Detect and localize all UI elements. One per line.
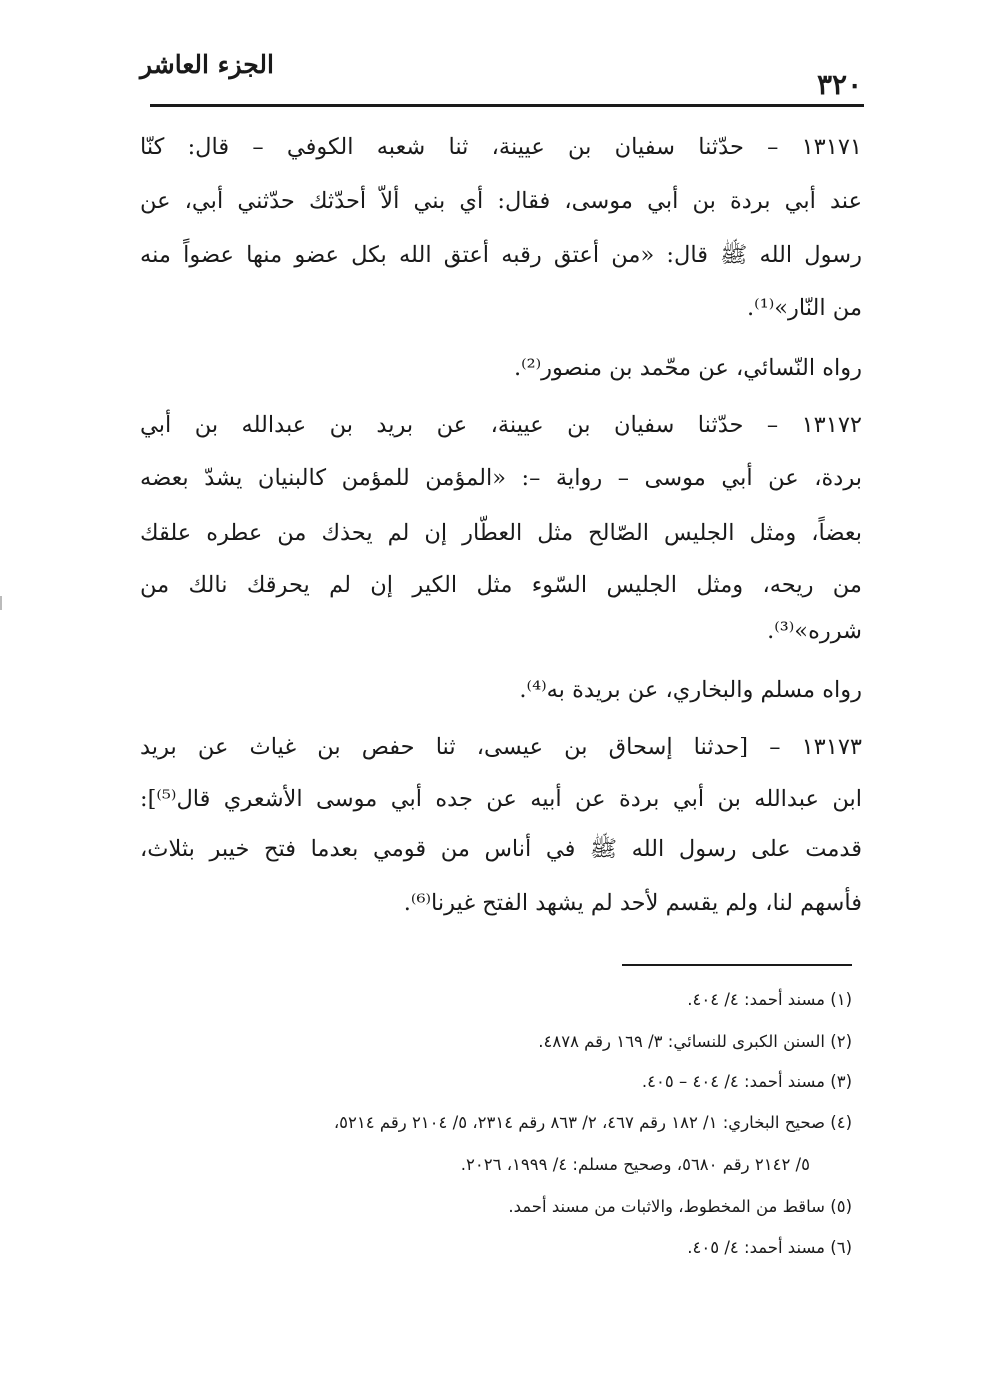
header-rule [150, 104, 864, 107]
hadith-13171-line-2: عند أبي بردة بن أبي موسى، فقال: أي بني ألاّ أحدّثك حدّثني أبي، عن [140, 188, 862, 214]
hadith-13172-line-2: بردة، عن أبي موسى – رواية –: «المؤمن للمؤمن كالبنيان يشدّ بعضه [140, 465, 862, 491]
footnote-4-continuation: ٥/ ٢١٤٢ رقم ٥٦٨٠، وصحيح مسلم: ٤/ ١٩٩٩، ٢٠٢٦. [460, 1155, 810, 1174]
hadith-13172-line-5: شرره»⁽³⁾. [767, 618, 862, 644]
narration-note-1: رواه النّسائي، عن محّمد بن منصور⁽²⁾. [513, 355, 862, 381]
running-header-title: الجزء العاشر [140, 50, 274, 79]
hadith-13171-line-4: من النّار»⁽¹⁾. [747, 295, 862, 321]
footnote-6: (٦) مسند أحمد: ٤/ ٤٠٥. [687, 1238, 852, 1257]
hadith-13173-line-4: فأسهم لنا، ولم يقسم لأحد لم يشهد الفتح غيرنا⁽⁶⁾. [403, 890, 862, 916]
footnote-2: (٢) السنن الكبرى للنسائي: ٣/ ١٦٩ رقم ٤٨٧٨. [538, 1032, 852, 1051]
hadith-13173-line-1: ١٣١٧٣ – [حدثنا إسحاق بن عيسى، ثنا حفص بن غياث عن بريد [140, 734, 862, 760]
footnote-rule [622, 964, 852, 966]
hadith-13173-line-2: ابن عبدالله بن أبي بردة عن أبيه عن جده أبي موسى الأشعري قال⁽⁵⁾]: [140, 786, 862, 812]
narration-note-2: رواه مسلم والبخاري، عن بريدة به⁽⁴⁾. [519, 677, 862, 703]
hadith-13172-line-1: ١٣١٧٢ – حدّثنا سفيان بن عيينة، عن بريد بن عبدالله بن أبي [140, 412, 862, 438]
scan-margin-mark [0, 596, 2, 610]
hadith-13171-line-1: ١٣١٧١ – حدّثنا سفيان بن عيينة، ثنا شعبه الكوفي – قال: كنّا [140, 134, 862, 160]
footnote-3: (٣) مسند أحمد: ٤/ ٤٠٤ – ٤٠٥. [641, 1072, 852, 1091]
footnote-5: (٥) ساقط من المخطوط، والاثبات من مسند أحمد. [508, 1197, 852, 1216]
hadith-13172-line-3: بعضاً، ومثل الجليس الصّالح مثل العطّار إن لم يحذك من عطره علقك [140, 520, 862, 546]
hadith-13172-line-4: من ريحه، ومثل الجليس السّوء مثل الكير إن لم يحرقك نالك من [140, 572, 862, 598]
footnote-1: (١) مسند أحمد: ٤/ ٤٠٤. [687, 990, 852, 1009]
page-number: ٣٢٠ [817, 68, 863, 101]
hadith-13173-line-3: قدمت على رسول الله ﷺ في أناس من قومي بعدما فتح خيبر بثلاث، [140, 836, 862, 862]
footnote-4: (٤) صحيح البخاري: ١/ ١٨٢ رقم ٤٦٧، ٢/ ٨٦٣ رقم ٢٣١٤، ٥/ ٢١٠٤ رقم ٥٢١٤، [333, 1113, 852, 1132]
hadith-13171-line-3: رسول الله ﷺ قال: «من أعتق رقبه أعتق الله بكل عضو منها عضواً منه [140, 242, 862, 268]
